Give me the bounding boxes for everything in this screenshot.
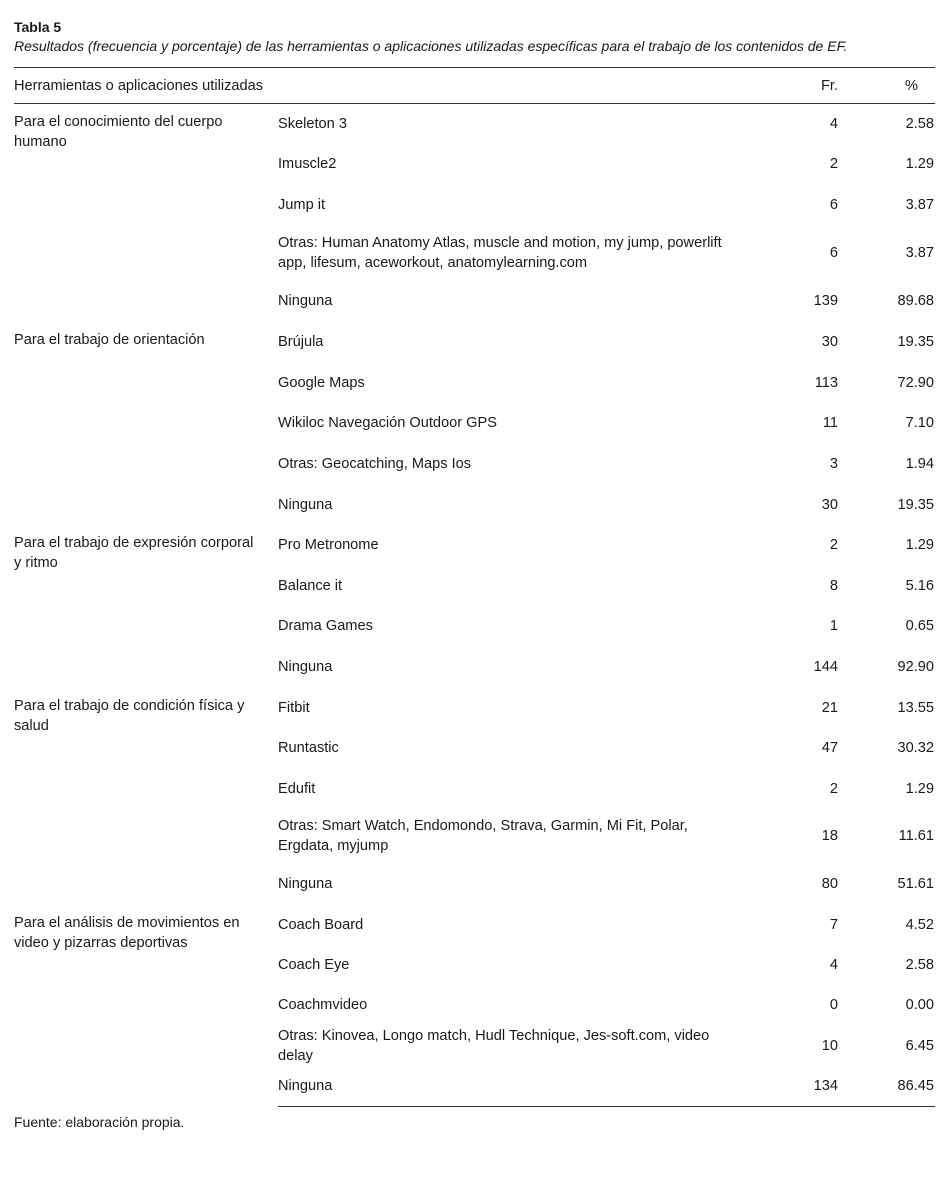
category-label: Para el trabajo de orientación xyxy=(14,331,205,348)
tool-cell: Coach Eye xyxy=(278,956,350,973)
percent-cell: 2.58 xyxy=(905,115,934,132)
category-cell xyxy=(14,525,278,688)
percent-cell: 3.87 xyxy=(905,197,934,213)
category-label: Para el trabajo de condición física y salud xyxy=(14,697,245,734)
percent-cell: 51.61 xyxy=(897,875,934,892)
category-cell xyxy=(14,688,278,905)
frequency-cell: 11 xyxy=(822,415,838,431)
tool-cell: Skeleton 3 xyxy=(278,115,347,132)
frequency-cell: 4 xyxy=(829,956,838,973)
table-row xyxy=(14,688,935,728)
tool-cell: Fitbit xyxy=(278,699,310,716)
percent-cell: 19.35 xyxy=(897,334,934,350)
category-label: Para el análisis de movimientos en video y pizarras deportivas xyxy=(14,914,240,951)
frequency-cell: 21 xyxy=(821,699,838,716)
frequency-cell: 2 xyxy=(829,156,838,172)
tool-cell: Coach Board xyxy=(278,916,364,933)
header-frequency: Fr. xyxy=(820,77,838,94)
percent-cell: 89.68 xyxy=(897,293,934,309)
source-note: Fuente: elaboración propia. xyxy=(14,1114,185,1130)
percent-cell: 92.90 xyxy=(897,659,934,675)
percent-cell: 11.61 xyxy=(898,827,934,844)
frequency-cell: 2 xyxy=(829,537,838,553)
category-label: Para el trabajo de expresión corporal y ritmo xyxy=(14,534,254,571)
percent-cell: 1.29 xyxy=(905,780,934,797)
tool-cell: Google Maps xyxy=(278,374,365,391)
percent-cell: 5.16 xyxy=(905,577,934,594)
header-tools: Herramientas o aplicaciones utilizadas xyxy=(14,77,264,94)
tool-cell: Brújula xyxy=(278,334,324,350)
frequency-cell: 80 xyxy=(821,875,838,892)
frequency-cell: 134 xyxy=(778,1067,838,1107)
percent-cell: 1.29 xyxy=(905,156,934,172)
percent-cell: 2.58 xyxy=(905,956,934,973)
frequency-cell: 4 xyxy=(829,115,838,132)
tool-cell: Ninguna xyxy=(278,875,333,892)
header-row xyxy=(14,68,935,104)
percent-cell: 72.90 xyxy=(897,374,934,391)
header-percent: % xyxy=(905,77,918,94)
tool-cell: Coachmvideo xyxy=(278,997,368,1013)
percent-cell: 4.52 xyxy=(905,916,934,933)
category-cell xyxy=(14,905,278,1107)
percent-cell: 19.35 xyxy=(897,496,934,513)
tool-cell: Otras: Kinovea, Longo match, Hudl Technique, Jes-soft.com, video delay xyxy=(278,1028,710,1064)
tool-cell: Otras: Human Anatomy Atlas, muscle and motion, my jump, powerlift app, lifesum, aceworkout, anatomylearning.com xyxy=(278,235,722,271)
tool-cell: Ninguna xyxy=(278,659,333,675)
category-cell xyxy=(14,104,278,322)
tool-cell: Wikiloc Navegación Outdoor GPS xyxy=(278,415,497,431)
frequency-cell: 18 xyxy=(821,827,838,844)
table-row xyxy=(14,104,935,144)
tool-cell: Otras: Smart Watch, Endomondo, Strava, Garmin, Mi Fit, Polar, Ergdata, myjump xyxy=(278,817,688,854)
frequency-cell: 139 xyxy=(813,293,838,309)
tool-cell: Balance it xyxy=(278,577,343,594)
frequency-cell: 6 xyxy=(829,245,838,261)
percent-cell: 6.45 xyxy=(905,1038,934,1054)
percent-cell: 0.00 xyxy=(905,997,934,1013)
frequency-cell: 2 xyxy=(829,780,838,797)
frequency-cell: 0 xyxy=(829,997,838,1013)
frequency-cell: 47 xyxy=(821,740,838,756)
category-label: Para el conocimiento del cuerpo humano xyxy=(14,114,223,150)
tool-cell: Edufit xyxy=(278,780,316,797)
category-cell xyxy=(14,322,278,525)
frequency-cell: 30 xyxy=(821,334,838,350)
frequency-cell: 113 xyxy=(814,374,838,391)
tool-cell: Otras: Geocatching, Maps Ios xyxy=(278,456,472,472)
tool-cell: Jump it xyxy=(278,197,326,213)
percent-cell: 13.55 xyxy=(897,699,934,716)
results-table xyxy=(14,67,935,1107)
tool-cell: Ninguna xyxy=(278,1067,778,1107)
frequency-cell: 8 xyxy=(829,577,838,594)
percent-cell: 0.65 xyxy=(905,618,934,634)
frequency-cell: 7 xyxy=(829,916,838,933)
table-caption: Resultados (frecuencia y porcentaje) de las herramientas o aplicaciones utilizadas específicas para el trabajo de los contenidos de EF. xyxy=(14,38,848,54)
percent-cell: 3.87 xyxy=(905,245,934,261)
frequency-cell: 6 xyxy=(829,197,838,213)
frequency-cell: 10 xyxy=(821,1038,838,1054)
tool-cell: Drama Games xyxy=(278,618,373,634)
percent-cell: 1.94 xyxy=(905,456,934,472)
tool-cell: Imuscle2 xyxy=(278,156,337,172)
frequency-cell: 30 xyxy=(821,496,838,513)
table-container xyxy=(14,18,935,1131)
frequency-cell: 144 xyxy=(813,659,838,675)
tool-cell: Pro Metronome xyxy=(278,537,379,553)
percent-cell: 1.29 xyxy=(905,537,934,553)
frequency-cell: 3 xyxy=(829,456,838,472)
frequency-cell: 1 xyxy=(829,618,838,634)
table-row xyxy=(14,322,935,363)
table-row xyxy=(14,525,935,566)
table-row xyxy=(14,905,935,945)
tool-cell: Runtastic xyxy=(278,740,339,756)
percent-cell: 7.10 xyxy=(905,415,934,431)
table-body xyxy=(14,104,935,1107)
tool-cell: Ninguna xyxy=(278,496,333,513)
tool-cell: Ninguna xyxy=(278,293,333,309)
percent-cell: 30.32 xyxy=(897,740,934,756)
table-label: Tabla 5 xyxy=(14,19,62,35)
percent-cell: 86.45 xyxy=(838,1067,935,1107)
